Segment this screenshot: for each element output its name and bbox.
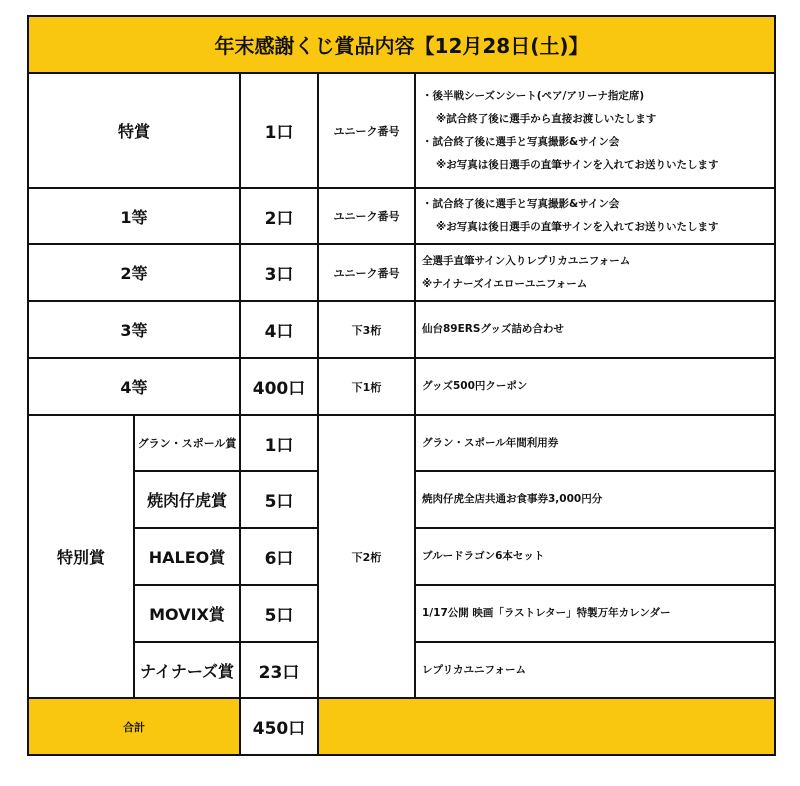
special-row (28, 415, 775, 471)
prize-note: ※試合終了後に選手から直接お渡しいたします (436, 112, 657, 125)
prize-cell: グラン・スポール年間利用券 (415, 415, 775, 471)
prize-cell: 焼肉仔虎全店共通お食事券3,000円分 (415, 471, 775, 528)
prize-line: ・試合終了後に選手と写真撮影&サイン会 (422, 135, 620, 148)
count-cell: 3口 (240, 244, 318, 301)
table-row (28, 73, 775, 188)
count-cell: 5口 (240, 471, 318, 528)
prize-line: ・後半戦シーズンシート(ペア/アリーナ指定席) (422, 89, 645, 102)
table-row (28, 188, 775, 244)
rank-cell: 3等 (28, 301, 240, 358)
prize-cell: ブルードラゴン6本セット (415, 528, 775, 585)
rank-cell: 1等 (28, 188, 240, 244)
prize-cell (415, 244, 775, 301)
count-cell: 4口 (240, 301, 318, 358)
title-row (28, 16, 775, 73)
special-name: HALEO賞 (134, 528, 240, 585)
prize-cell (415, 301, 775, 358)
prize-line: 全選手直筆サイン入りレプリカユニフォーム (422, 254, 631, 267)
special-name: グラン・スポール賞 (134, 415, 240, 471)
method-cell: 下3桁 (318, 301, 415, 358)
prize-note: ※ナイナーズイエローユニフォーム (422, 277, 588, 290)
method-cell: 下1桁 (318, 358, 415, 415)
rank-cell: 4等 (28, 358, 240, 415)
special-name: ナイナーズ賞 (134, 642, 240, 698)
rank-cell: 2等 (28, 244, 240, 301)
table-row (28, 358, 775, 415)
prize-line: 仙台89ERSグッズ詰め合わせ (422, 323, 564, 335)
table-row (28, 244, 775, 301)
total-row (28, 698, 775, 755)
count-cell: 6口 (240, 528, 318, 585)
count-cell: 5口 (240, 585, 318, 642)
prize-note: ※お写真は後日選手の直筆サインを入れてお送りいたします (436, 221, 719, 233)
prize-cell: 1/17公開 映画「ラストレター」特製万年カレンダー (415, 585, 775, 642)
count-cell: 1口 (240, 415, 318, 471)
method-cell: ユニーク番号 (318, 244, 415, 301)
method-cell: ユニーク番号 (318, 188, 415, 244)
total-label: 合計 (28, 698, 240, 755)
count-cell: 400口 (240, 358, 318, 415)
table-title: 年末感謝くじ賞品内容【12月28日(土)】 (28, 16, 775, 73)
special-label: 特別賞 (28, 415, 134, 698)
count-cell: 1口 (240, 73, 318, 188)
count-cell: 2口 (240, 188, 318, 244)
prize-line: ・試合終了後に選手と写真撮影&サイン会 (422, 198, 620, 210)
table-row (28, 301, 775, 358)
special-method: 下2桁 (318, 415, 415, 698)
special-name: 焼肉仔虎賞 (134, 471, 240, 528)
prize-cell: レプリカユニフォーム (415, 642, 775, 698)
count-cell: 23口 (240, 642, 318, 698)
prize-note: ※お写真は後日選手の直筆サインを入れてお送りいたします (436, 158, 719, 171)
total-fill (318, 698, 775, 755)
total-count: 450口 (240, 698, 318, 755)
prize-cell (415, 188, 775, 244)
prize-cell (415, 358, 775, 415)
prize-line: グッズ500円クーポン (422, 380, 528, 392)
prize-table (27, 15, 776, 756)
prize-cell (415, 73, 775, 188)
method-cell: ユニーク番号 (318, 73, 415, 188)
special-name: MOVIX賞 (134, 585, 240, 642)
rank-cell: 特賞 (28, 73, 240, 188)
